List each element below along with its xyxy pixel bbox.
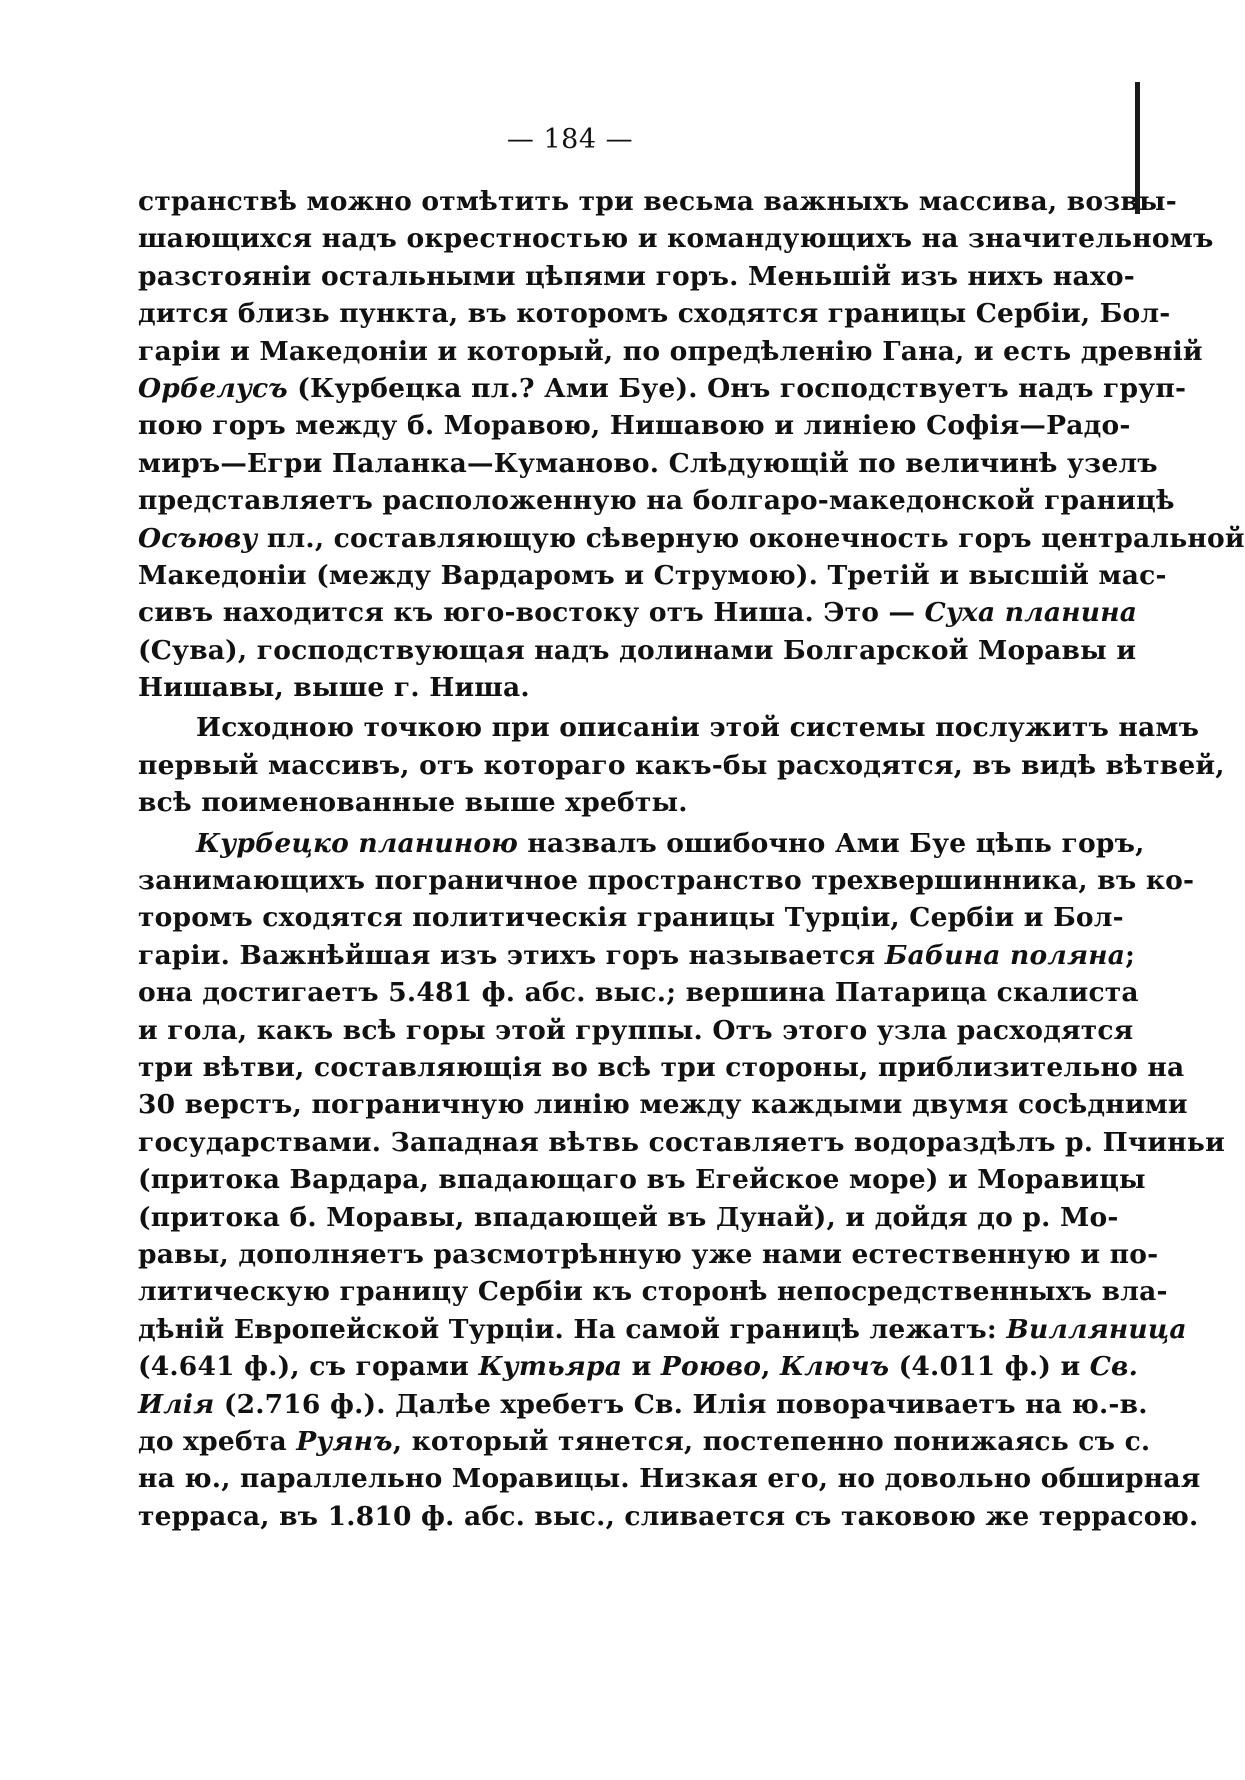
text-line xyxy=(138,220,1214,257)
text-segment: она достигаетъ 5.481 ф. абс. выс.; вершина Патарица скалиста xyxy=(138,977,1139,1009)
text-segment: пл., составляющую сѣверную оконечность горъ центральной xyxy=(257,522,1245,554)
italic-term: Руянъ xyxy=(296,1425,393,1457)
text-line xyxy=(138,1460,1201,1497)
italic-term: Курбецко планиною xyxy=(196,827,518,859)
text-line xyxy=(138,258,1135,295)
text-segment: (притока Вардара, впадающаго въ Егейское море) и Моравицы xyxy=(138,1164,1146,1196)
text-segment: три вѣтви, составляющія во всѣ три стороны, приблизительно на xyxy=(138,1051,1185,1083)
text-line xyxy=(138,1049,1185,1086)
text-segment: представляетъ расположенную на болгаро-македонской границѣ xyxy=(138,485,1175,517)
italic-term: Ключъ xyxy=(779,1351,890,1383)
text-line xyxy=(138,1199,1119,1236)
text-line xyxy=(138,784,1064,821)
text-segment: (притока б. Моравы, впадающей въ Дунай), и дойдя до р. Мо- xyxy=(138,1201,1119,1233)
text-segment: на ю., параллельно Моравицы. Низкая его, но довольно обширная xyxy=(138,1463,1201,1495)
text-segment: назвалъ ошибочно Ами Буе цѣпь горъ, xyxy=(517,827,1145,859)
text-line xyxy=(138,1348,1139,1385)
text-line xyxy=(138,825,1145,862)
italic-term: Св. xyxy=(1089,1351,1139,1383)
text-line xyxy=(138,594,1138,631)
text-segment: равы, дополняетъ разсмотрѣнную уже нами естественную и по- xyxy=(138,1238,1159,1270)
text-line xyxy=(138,333,1203,370)
text-line xyxy=(138,295,1171,332)
italic-term: Суха планина xyxy=(924,597,1138,629)
text-line xyxy=(138,557,1167,594)
text-segment: миръ—Егри Паланка—Куманово. Слѣдующій по величинѣ узелъ xyxy=(138,447,1158,479)
page-number: — 184 — xyxy=(506,124,634,155)
text-segment: сивъ находится къ юго-востоку отъ Ниша. Это — xyxy=(138,597,925,629)
text-line xyxy=(138,520,1245,557)
text-segment: первый массивъ, отъ котораго какъ-бы расходятся, въ видѣ вѣтвей, xyxy=(138,749,1225,781)
italic-term: Роюво xyxy=(660,1351,762,1383)
text-segment: Македоніи (между Вардаромъ и Струмою). Третій и высшій мас- xyxy=(138,559,1167,591)
italic-term: Кутьяра xyxy=(478,1351,623,1383)
text-segment: до хребта xyxy=(138,1425,297,1457)
text-segment: (Сува), господствующая надъ долинами Болгарской Моравы и xyxy=(138,634,1137,666)
text-segment: пою горъ между б. Моравою, Нишавою и линіею Софія—Радо- xyxy=(138,410,1131,442)
text-line xyxy=(138,669,1064,706)
text-line xyxy=(138,899,1124,936)
text-line xyxy=(138,1273,1168,1310)
text-segment: Исходною точкою при описаніи этой системы послужитъ намъ xyxy=(196,712,1200,744)
text-segment: гаріи и Македоніи и который, по опредѣленію Гана, и есть древній xyxy=(138,335,1203,367)
text-segment: , xyxy=(761,1351,780,1383)
text-line xyxy=(138,1311,1187,1348)
text-segment: ; xyxy=(1125,939,1136,971)
text-segment: терраса, въ 1.810 ф. абс. выс., сливается съ таковою же террасою. xyxy=(138,1500,1199,1532)
text-segment: странствѣ можно отмѣтить три весьма важныхъ массива, возвы- xyxy=(138,186,1177,217)
text-line xyxy=(138,974,1139,1011)
italic-term: Орбелусъ xyxy=(138,372,288,404)
text-line xyxy=(138,1012,1134,1049)
text-line xyxy=(138,1124,1225,1161)
text-segment: торомъ сходятся политическія границы Турціи, Сербіи и Бол- xyxy=(138,902,1124,934)
text-line xyxy=(138,1086,1188,1123)
text-segment: шающихся надъ окрестностью и командующихъ на значительномъ xyxy=(138,223,1214,255)
italic-term: Илія xyxy=(138,1388,215,1420)
text-segment: (2.716 ф.). Далѣе хребетъ Св. Илія поворачиваетъ на ю.-в. xyxy=(214,1388,1148,1420)
text-line xyxy=(138,482,1175,519)
text-segment: (Курбецка пл.? Ами Буе). Онъ господствуетъ надъ груп- xyxy=(287,372,1187,404)
text-segment: дится близь пункта, въ которомъ сходятся границы Сербіи, Бол- xyxy=(138,298,1171,330)
italic-term: Вилляница xyxy=(1006,1313,1187,1345)
text-segment: и гола, какъ всѣ горы этой группы. Отъ этого узла расходятся xyxy=(138,1014,1134,1046)
text-line xyxy=(138,445,1158,482)
text-line xyxy=(138,370,1187,407)
text-segment: государствами. Западная вѣтвь составляетъ водораздѣлъ р. Пчиньи xyxy=(138,1126,1225,1158)
text-line xyxy=(138,1161,1146,1198)
italic-term: Бабина поляна xyxy=(884,939,1126,971)
text-segment: гаріи. Важнѣйшая изъ этихъ горъ называется xyxy=(138,939,885,971)
text-segment: Нишавы, выше г. Ниша. xyxy=(138,672,530,704)
text-segment: (4.011 ф.) и xyxy=(889,1351,1090,1383)
italic-term: Осъюву xyxy=(138,522,258,554)
text-segment: литическую границу Сербіи къ сторонѣ непосредственныхъ вла- xyxy=(138,1276,1168,1308)
text-segment: занимающихъ пограничное пространство трехвершинника, въ ко- xyxy=(138,865,1195,897)
text-line xyxy=(138,747,1225,784)
body-text xyxy=(138,183,1245,1535)
text-line xyxy=(138,937,1136,974)
text-line xyxy=(138,183,1177,220)
text-segment: всѣ поименованные выше хребты. xyxy=(138,787,688,819)
text-segment: дѣній Европейской Турціи. На самой границѣ лежатъ: xyxy=(138,1313,1007,1345)
text-line xyxy=(138,1423,1151,1460)
text-line xyxy=(138,709,1200,746)
text-segment: и xyxy=(622,1351,661,1383)
text-line xyxy=(138,1386,1148,1423)
text-line xyxy=(138,1236,1159,1273)
text-line xyxy=(138,1498,1199,1535)
text-line xyxy=(138,632,1137,669)
text-segment: (4.641 ф.), съ горами xyxy=(138,1351,479,1383)
text-segment: , который тянется, постепенно понижаясь съ с. xyxy=(392,1425,1151,1457)
text-segment: разстояніи остальными цѣпями горъ. Меньшій изъ нихъ нахо- xyxy=(138,260,1135,292)
text-line xyxy=(138,862,1195,899)
text-segment: 30 верстъ, пограничную линію между каждыми двумя сосѣдними xyxy=(138,1089,1188,1121)
text-line xyxy=(138,407,1131,444)
